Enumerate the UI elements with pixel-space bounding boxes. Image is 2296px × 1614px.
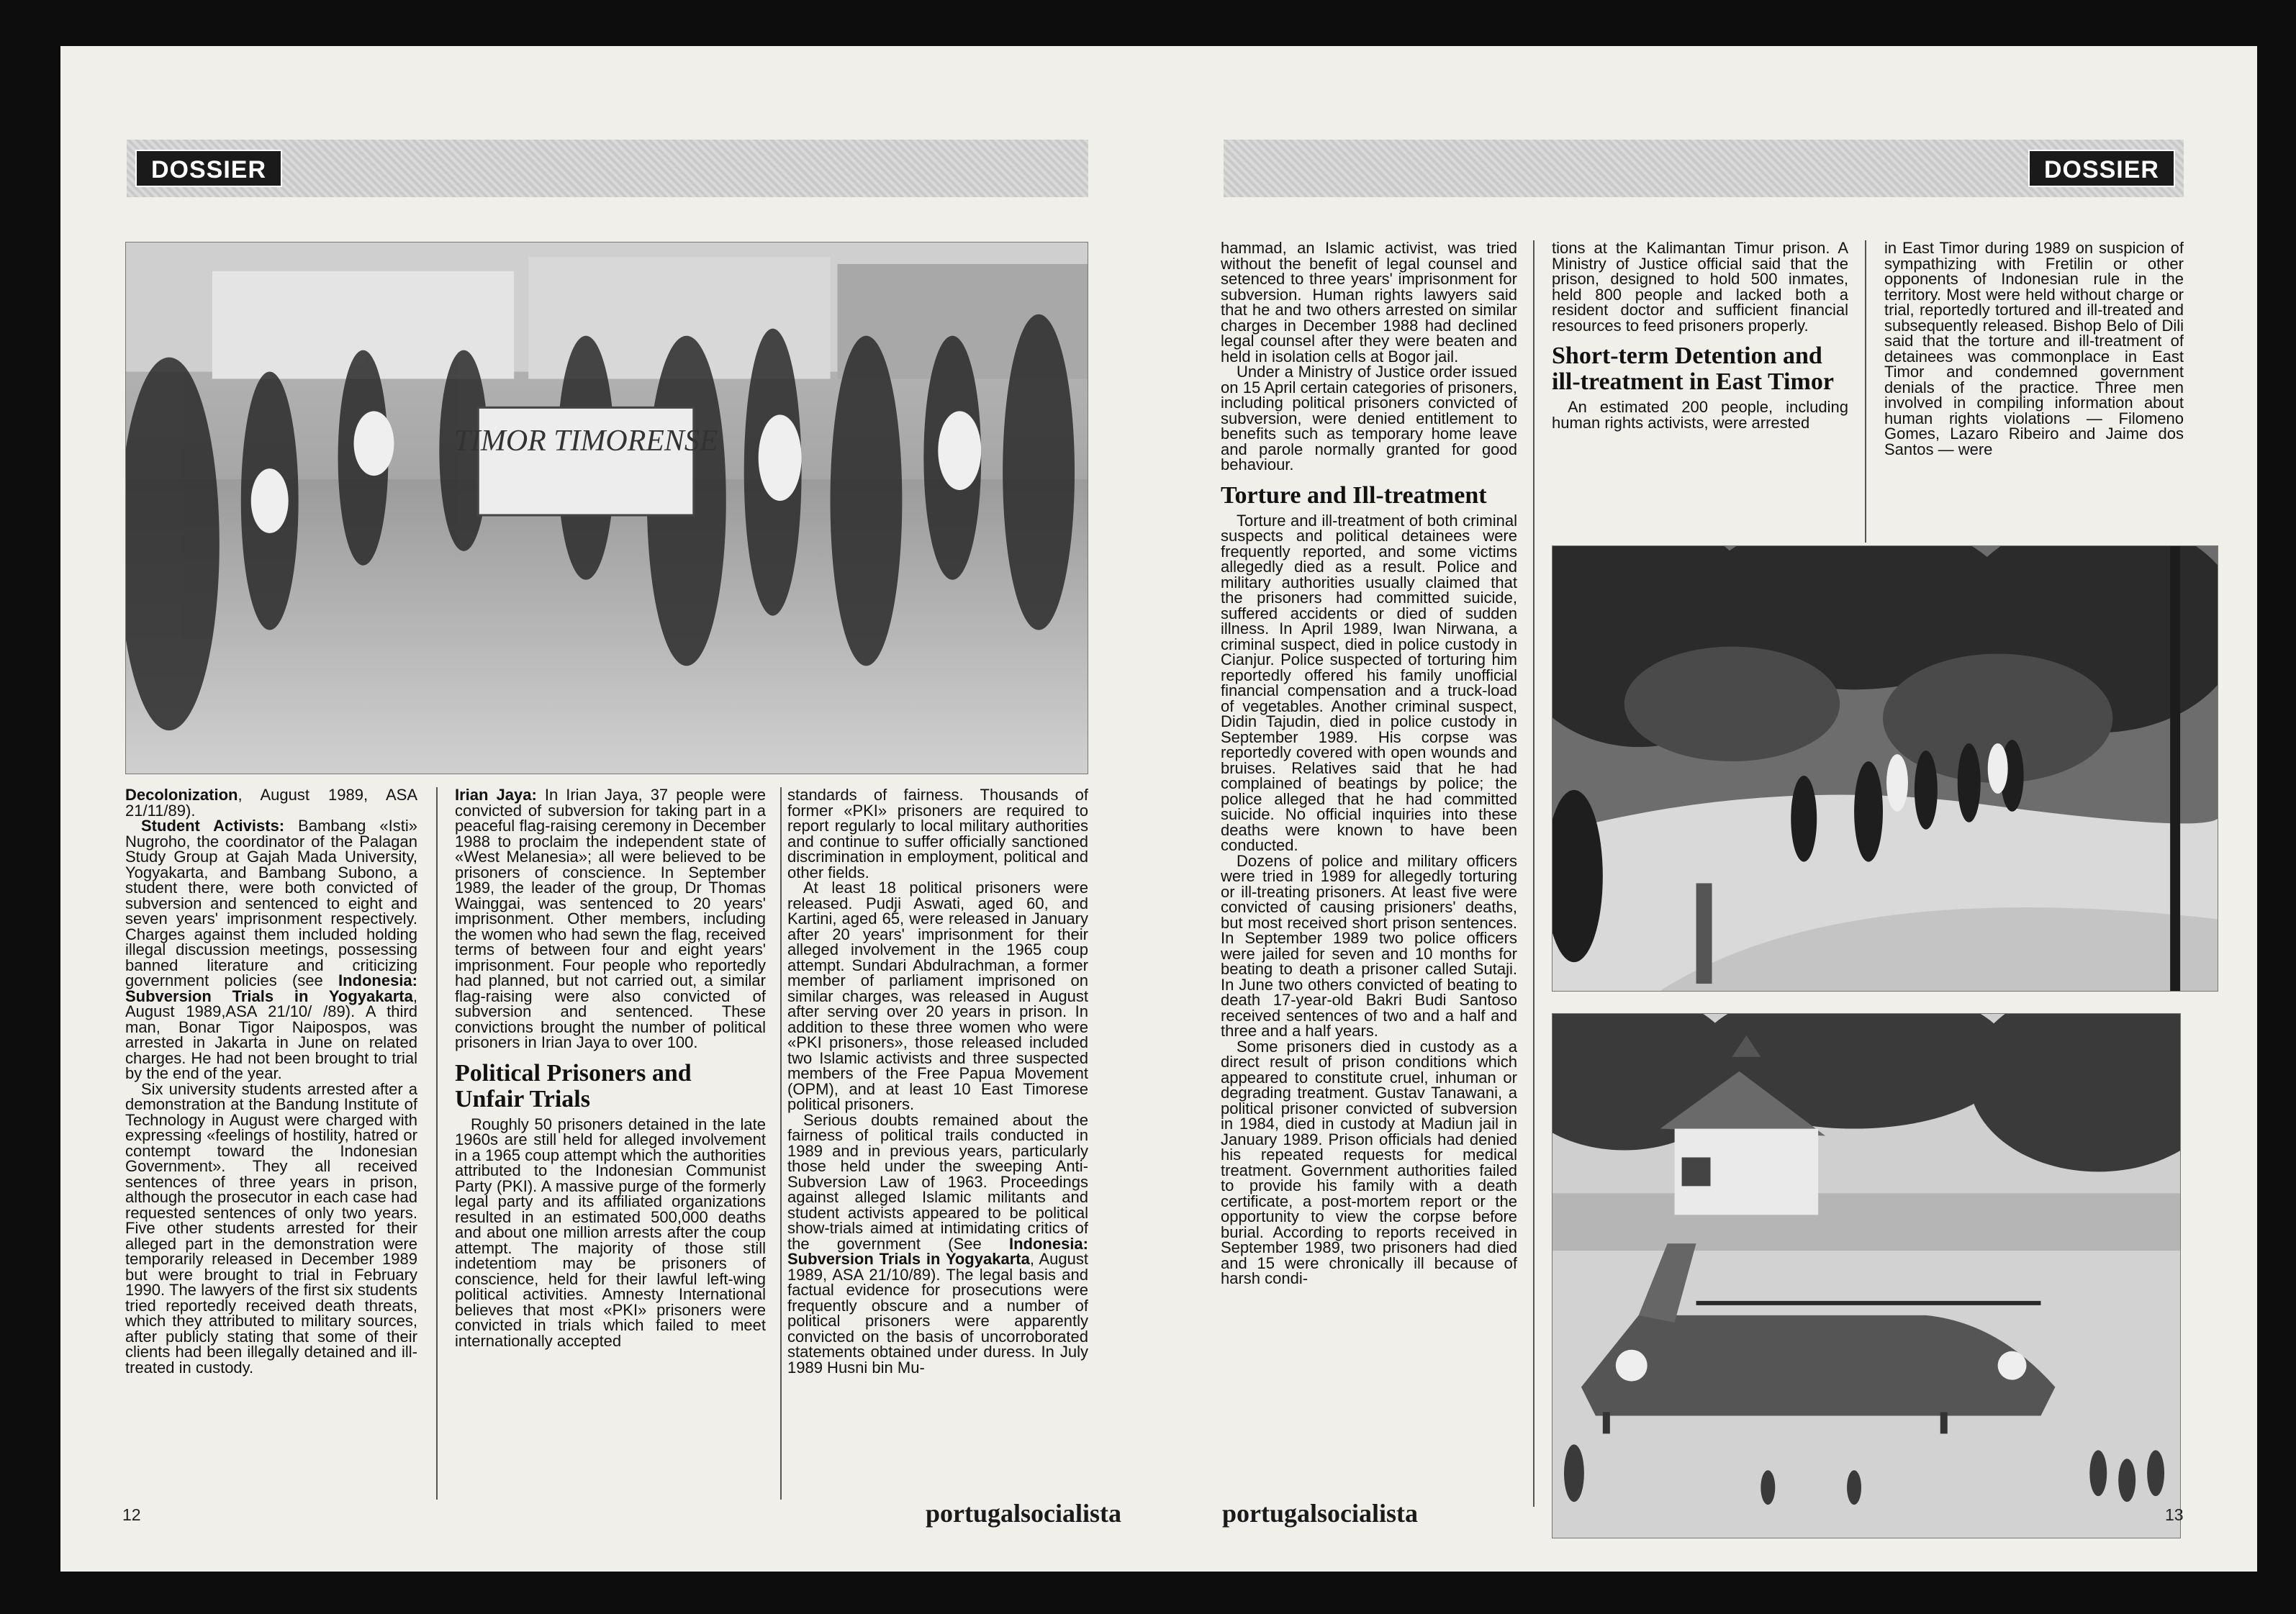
section-header-band [1224,140,2184,197]
left-page [60,46,1162,1572]
section-label: DOSSIER [2028,150,2175,187]
right-column-2 [1552,240,1848,543]
right-page [1156,46,2257,1572]
right-column-3 [1884,240,2184,543]
paragraph-text: An estimated 200 people, including human rights activists, were arrested [1552,398,1848,432]
paragraph-text: , August 1989, ASA 21/10/89). The legal basis and factual evidence for prosecutions were frequently obscure and a number of political prisoners were apparently convicted on the basis of uncorroborated statements obtained under duress. In July 1989 Husni bin Mu- [787,1250,1088,1377]
helicopter-photo-image [1552,1014,2180,1538]
right-column-1 [1221,240,1517,1508]
section-heading: Political Prisoners and Unfair Trials [455,1059,692,1112]
left-column-1 [125,787,417,1508]
paragraph-text: in East Timor during 1989 on suspicion of sympathizing with Fretilin or other opponents of Indonesian rule in the territory. Most were held without charge or trial, reportedly tortured and ill-treated and subsequently released. Bishop Belo of Dili said that the torture and ill-treatment of detainees was commonplace in East Timor and condemned government denials of the practice. Three men involved in compiling information about human rights violations — Filomeno Gomes, Lazaro Ribeiro and Jaime dos Santos — were [1884,240,2184,458]
paragraph-text: Under a Ministry of Justice order issued on 15 April certain categories of prisoners, including political prisoners convicted of subversion, were denied entitlement to benefits such as temporary home leave and parole normally granted for good behaviour. [1221,363,1517,473]
citation-title: Decolonization [125,787,238,804]
column-rule [436,787,438,1500]
paragraph-text: Six university students arrested after a demonstration at the Bandung Institute of Technology in August were charged with expressing «feelings of hostility, hatred or contempt toward the Indonesian Government». They all received sentences of three years in prison, although the prosecutor in each case had requested sentences of only two years. Five other students arrested for their alleged part in the demonstration were temporarily released in December 1989 but were brought to trial in February 1990. The lawyers of the first six students tried reportedly received death threats, which they attributed to military sources, after publicly stating that some of their clients had been illegally detained and ill-treated in custody. [125,1079,417,1377]
section-header-band [127,140,1088,197]
paragraph-text: standards of fairness. Thousands of former «PKI» prisoners are required to report regularly to local military authorities and continue to suffer officially sanctioned discrimination in employment, political and other fields. [787,787,1088,881]
demonstration-photo [125,242,1088,774]
column-rule [780,787,782,1500]
citation-text: , August 1989, ASA 21/11/89). [125,787,417,820]
paragraph-text: Some prisoners died in custody as a direct result of prison conditions which appeared to constitute cruel, inhuman or degrading treatment. Gustav Tanawani, a political prisoner convicted of subversion in 1984, died in custody at Madiun jail in January 1989. Prison officials had denied his repeated requests for medical treatment. Government authorities failed to provide his family with a death certificate, a post-mortem report or the opportunity to view the corpse before burial. According to reports received in September 1989, two prisoners had died and 15 were chronically ill because of harsh condi- [1221,1037,1517,1287]
paragraph-text: Torture and ill-treatment of both criminal suspects and political detainees were frequently reported, and some victims allegedly died as a result. Police and military authorities usually claimed that the prisoners had committed suicide, suffered accidents or died of sudden illness. In April 1989, Iwan Nirwana, a criminal suspect, died in police custody in Cianjur. Police suspected of torturing him reportedly offered his family unofficial financial compensation and a truck-load of vegetables. Another criminal suspect, Didin Tajudin, died in police custody in September 1989. His corpse was reportedly covered with open wounds and bruises. Relatives said that he had complained of beatings by police; the police alleged that he had committed suicide. No official inquiries into these deaths were known to have been conducted. [1221,511,1517,854]
paragraph-text: hammad, an Islamic activist, was tried without the benefit of legal counsel and setenced to three years' imprisonment for subversion. Human rights lawyers said that he and two others arrested on similar charges in December 1988 had declined legal counsel after they were beaten and held in isolation cells at Bogor jail. [1221,240,1517,366]
paragraph-text: Dozens of police and military officers were tried in 1989 for allegedly torturing or ill-treating prisoners. At least five were convicted of causing prisioners' deaths, but most received short prison sentences. In September 1989 two police officers were jailed for seven and 10 months for beating to death a prisoner called Sutaji. In June two others convicted of beating to death 17-year-old Bakri Budi Santoso received sentences of two and a half and three and a half years. [1221,851,1517,1040]
page-number: 13 [2165,1505,2184,1524]
forest-photo [1552,545,2218,992]
report-reference: Indonesia: Subversion Trials in Yogyakarta [787,1234,1088,1268]
left-column-3 [787,787,1088,1508]
helicopter-photo [1552,1013,2181,1538]
section-label: DOSSIER [135,150,282,187]
column-rule [1533,240,1535,1507]
column-rule [1865,240,1866,543]
paragraph-text: , August 1989,ASA 21/10/ /89). A third man, Bonar Tigor Naipospos, was arrested in Jakarta in June on related charges. He had not been brought to trial by the end of the year. [125,987,417,1082]
student-activists-label: Student Activists: [141,817,285,835]
magazine-brand: portugalsocialista [926,1499,1122,1528]
photo-banner-text: TIMOR TIMORENSE [453,425,718,458]
irian-jaya-label: Irian Jaya: [455,787,537,804]
paragraph-text: Bambang «Isti» Nugroho, the coordinator of the Palagan Study Group at Gajah Mada University, Yogyakarta, and Bambang Subono, a student there, were both convicted of subversion and sentenced to eight and seven years' imprisonment respectively. Charges against them included holding illegal discussion meetings, possessing banned literature and criticizing government policies (see [125,817,417,989]
paragraph-text: At least 18 political prisoners were released. Pudji Aswati, aged 60, and Kartini, aged 65, were released in January after 20 years' imprisonment for their alleged involvement in the 1965 coup attempt. Sundari Abdulrachman, a former member of parliament imprisoned on similar charges, was released in August after serving over 20 years in prison. In addition to these three women who were «PKI prisoners», those released included two Islamic activists and three suspected members of the Free Papua Movement (OPM), and at least 10 East Timorese political prisoners. [787,879,1088,1113]
paragraph-text: Serious doubts remained about the fairness of political trails conducted in 1989 and in previous years, particularly those held under the sweeping Anti-Subversion Law of 1963. Proceedings against alleged Islamic militants and student activists appeared to be political show-trials aimed at intimidating critics of the government (See [787,1110,1088,1253]
left-column-2 [455,787,766,1508]
magazine-brand: portugalsocialista [1222,1499,1419,1528]
report-reference: Indonesia: Subversion Trials in Yogyakarta [125,971,417,1005]
section-heading: Torture and Ill-treatment [1221,481,1487,509]
section-heading: Short-term Detention and ill-treatment in East Timor [1552,343,1834,395]
paragraph-text: In Irian Jaya, 37 people were convicted of subversion for taking part in a peaceful flag-raising ceremony in December 1988 to proclaim the independent state of «West Melanesia»; all were believed to be prisoners of conscience. In September 1989, the leader of the group, Dr Thomas Wainggai, was sentenced to 20 years' imprisonment. Other members, including the women who had sewn the flag, received terms of between four and eight years' imprisonment. Four people who reportedly had planned, but not carried out, a similar flag-raising were also convicted of subversion and sentenced. These convictions brought the number of political prisoners in Irian Jaya to over 100. [455,787,766,1051]
paragraph-text: tions at the Kalimantan Timur prison. A Ministry of Justice official said that the prison, designed to hold 500 inmates, held 800 people and lacked both a resident doctor and sufficient financial resources to feed prisoners properly. [1552,240,1848,335]
page-number: 12 [122,1505,141,1524]
paragraph-text: Roughly 50 prisoners detained in the late 1960s are still held for alleged involvement in a 1965 coup attempt which the authorities attributed to the Indonesian Communist Party (PKI). A massive purge of the formerly legal party and its affiliated organizations resulted in an estimated 500,000 deaths and about one million arrests after the coup attempt. The majority of those still indetentiom may be prisoners of conscience, held for their lawful left-wing political activities. Amnesty International believes that most «PKI» prisoners were convicted in trials which failed to meet internationally accepted [455,1115,766,1350]
demonstration-photo-image [126,242,1088,774]
forest-photo-image [1552,546,2218,991]
